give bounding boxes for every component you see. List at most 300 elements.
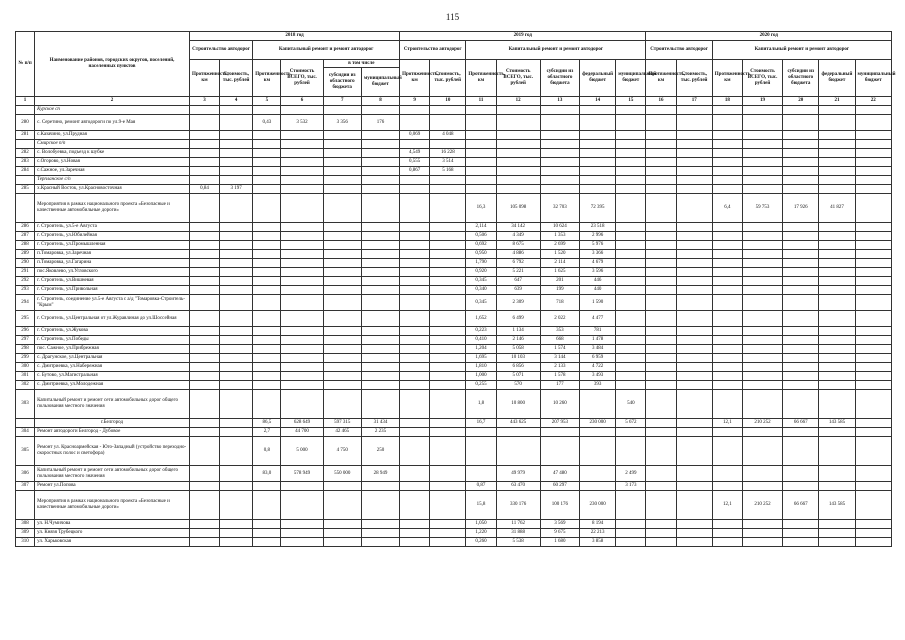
value-cell: 5 221 [496, 268, 540, 277]
value-cell: 1 625 [540, 268, 579, 277]
value-cell: 0,223 [466, 327, 496, 336]
value-cell [676, 140, 712, 149]
value-cell [819, 295, 855, 311]
value-cell [819, 482, 855, 491]
value-cell [676, 115, 712, 131]
value-cell [712, 106, 742, 115]
value-cell [616, 437, 646, 466]
table-row [16, 250, 892, 259]
value-cell [189, 167, 219, 176]
column-number: 14 [580, 97, 616, 106]
table-header [16, 32, 896, 106]
row-name: Ремонт ул.Попова [35, 482, 190, 491]
row-name: с. Волобуевка, подъезд к шубке [35, 149, 190, 158]
value-cell: 207 953 [540, 419, 579, 428]
value-cell [742, 327, 782, 336]
row-name: с. Дмитриевка, ул.Молодежная [35, 381, 190, 390]
value-cell [646, 176, 676, 185]
header-federal: федеральный бюджет [819, 60, 855, 97]
value-cell [783, 363, 819, 372]
value-cell: 2 146 [496, 336, 540, 345]
value-cell [676, 194, 712, 223]
value-cell: 1 680 [540, 538, 579, 547]
value-cell [361, 268, 399, 277]
table-row [16, 482, 892, 491]
value-cell [466, 176, 496, 185]
value-cell [220, 158, 253, 167]
value-cell [220, 250, 253, 259]
value-cell [430, 286, 466, 295]
table-row [16, 529, 892, 538]
value-cell [220, 520, 253, 529]
value-cell: 2 309 [496, 295, 540, 311]
value-cell [855, 336, 891, 345]
value-cell [855, 437, 891, 466]
value-cell [712, 241, 742, 250]
table-row [16, 286, 892, 295]
row-name: пос.Яковлево, ул.Угловского [35, 268, 190, 277]
value-cell [220, 327, 253, 336]
value-cell: 0,920 [466, 268, 496, 277]
value-cell: 6 792 [496, 259, 540, 268]
row-name: с.Огорово, ул.Новая [35, 158, 190, 167]
row-name: х.Красный Восток, ул.Красновосточная [35, 185, 190, 194]
value-cell [466, 106, 496, 115]
value-cell [616, 327, 646, 336]
value-cell [819, 232, 855, 241]
value-cell [616, 250, 646, 259]
value-cell [253, 529, 281, 538]
value-cell [616, 167, 646, 176]
value-cell: 16,3 [466, 194, 496, 223]
row-number: 289 [16, 250, 35, 259]
row-name: Смирское п/п [35, 140, 190, 149]
value-cell: 16,7 [466, 419, 496, 428]
value-cell [253, 354, 281, 363]
row-number: 291 [16, 268, 35, 277]
value-cell [466, 158, 496, 167]
value-cell [855, 140, 891, 149]
value-cell [281, 277, 323, 286]
row-number: 304 [16, 428, 35, 437]
value-cell [189, 176, 219, 185]
value-cell: 8 675 [496, 241, 540, 250]
value-cell [646, 158, 676, 167]
value-cell [676, 185, 712, 194]
value-cell [361, 336, 399, 345]
value-cell [400, 311, 430, 327]
value-cell [646, 327, 676, 336]
column-number: 21 [819, 97, 855, 106]
value-cell: 32 703 [540, 194, 579, 223]
row-name: Капитальный ремонт и ремонт сети автомобильных дорог общего пользования местного значения [35, 390, 190, 419]
value-cell: 0,255 [466, 381, 496, 390]
value-cell [819, 131, 855, 140]
value-cell [676, 336, 712, 345]
value-cell: 6 856 [496, 363, 540, 372]
value-cell [712, 185, 742, 194]
header-name: Наименование районов, городских округов, поселений, населенных пунктов [35, 32, 190, 97]
value-cell [712, 372, 742, 381]
value-cell [281, 345, 323, 354]
value-cell [676, 158, 712, 167]
value-cell [496, 131, 540, 140]
row-number: 296 [16, 327, 35, 336]
row-number: 297 [16, 336, 35, 345]
value-cell: 0,260 [466, 538, 496, 547]
value-cell: 143 585 [819, 419, 855, 428]
row-number: 307 [16, 482, 35, 491]
value-cell [616, 529, 646, 538]
row-number: 293 [16, 286, 35, 295]
value-cell [676, 259, 712, 268]
value-cell [400, 194, 430, 223]
value-cell [189, 419, 219, 428]
value-cell [323, 529, 361, 538]
value-cell [281, 327, 323, 336]
value-cell [819, 372, 855, 381]
row-number: 308 [16, 520, 35, 529]
table-row [16, 381, 892, 390]
value-cell: 0,410 [466, 336, 496, 345]
header-construction-2020: Строительство автодорог [646, 41, 712, 60]
value-cell [281, 158, 323, 167]
value-cell [855, 529, 891, 538]
header-length: Протяженность, км [712, 60, 742, 97]
value-cell: 0,867 [400, 167, 430, 176]
value-cell [616, 345, 646, 354]
value-cell [189, 223, 219, 232]
value-cell [400, 466, 430, 482]
header-year-2018: 2018 год [189, 32, 399, 41]
value-cell [400, 176, 430, 185]
value-cell [361, 277, 399, 286]
value-cell [281, 259, 323, 268]
row-number: 294 [16, 295, 35, 311]
value-cell: 2 996 [580, 232, 616, 241]
value-cell: 639 [496, 286, 540, 295]
header-capital-repair-2018: Капитальный ремонт и ремонт автодорог [253, 41, 400, 60]
value-cell [819, 185, 855, 194]
row-number: 301 [16, 372, 35, 381]
row-name: Ремонт автодороги Белгород - Дубовое [35, 428, 190, 437]
row-number [16, 140, 35, 149]
value-cell [253, 390, 281, 419]
row-name: г. Строитель, ул.Привольная [35, 286, 190, 295]
value-cell [742, 295, 782, 311]
column-number: 9 [400, 97, 430, 106]
value-cell [855, 232, 891, 241]
value-cell: 10 800 [496, 390, 540, 419]
value-cell [281, 520, 323, 529]
value-cell [742, 167, 782, 176]
value-cell [646, 428, 676, 437]
value-cell [646, 345, 676, 354]
value-cell [646, 185, 676, 194]
row-number [16, 194, 35, 223]
value-cell [676, 167, 712, 176]
value-cell: 72 395 [580, 194, 616, 223]
value-cell [646, 482, 676, 491]
value-cell [646, 286, 676, 295]
value-cell [361, 250, 399, 259]
value-cell [496, 176, 540, 185]
value-cell [783, 327, 819, 336]
value-cell [400, 336, 430, 345]
value-cell [323, 158, 361, 167]
value-cell [783, 185, 819, 194]
header-length: Протяженность, км [466, 60, 496, 97]
table-row [16, 372, 892, 381]
header-length: Протяженность, км [646, 60, 676, 97]
value-cell [430, 428, 466, 437]
value-cell: 3 173 [616, 482, 646, 491]
value-cell: 10 260 [540, 390, 579, 419]
table-row [16, 232, 892, 241]
value-cell [783, 466, 819, 482]
value-cell [580, 167, 616, 176]
value-cell [712, 529, 742, 538]
value-cell: 6 499 [496, 311, 540, 327]
value-cell [430, 185, 466, 194]
value-cell [430, 176, 466, 185]
value-cell [580, 176, 616, 185]
value-cell [616, 268, 646, 277]
row-number: 281 [16, 131, 35, 140]
value-cell [323, 167, 361, 176]
value-cell [742, 223, 782, 232]
value-cell [819, 345, 855, 354]
value-cell: 66 667 [783, 491, 819, 520]
row-name: г. Строитель, ул.Промышленная [35, 241, 190, 250]
value-cell [430, 259, 466, 268]
value-cell [496, 149, 540, 158]
value-cell [580, 466, 616, 482]
value-cell [646, 250, 676, 259]
value-cell [742, 277, 782, 286]
value-cell: 4 750 [323, 437, 361, 466]
value-cell [430, 372, 466, 381]
value-cell [646, 167, 676, 176]
value-cell: 8 194 [580, 520, 616, 529]
value-cell [361, 167, 399, 176]
value-cell [253, 327, 281, 336]
value-cell [323, 363, 361, 372]
value-cell [819, 529, 855, 538]
value-cell [646, 241, 676, 250]
table-row [16, 345, 892, 354]
value-cell [819, 223, 855, 232]
value-cell [281, 311, 323, 327]
value-cell: 0,345 [466, 295, 496, 311]
row-number: 302 [16, 381, 35, 390]
value-cell [220, 428, 253, 437]
value-cell [400, 354, 430, 363]
value-cell [323, 372, 361, 381]
value-cell: 41 827 [819, 194, 855, 223]
value-cell: 1 590 [580, 295, 616, 311]
value-cell [253, 491, 281, 520]
row-name: г. Строитель, ул.Жукова [35, 327, 190, 336]
value-cell [616, 176, 646, 185]
value-cell [323, 286, 361, 295]
value-cell [253, 232, 281, 241]
value-cell [400, 115, 430, 131]
value-cell [855, 354, 891, 363]
value-cell [220, 482, 253, 491]
value-cell [281, 250, 323, 259]
value-cell [430, 223, 466, 232]
value-cell: 42 465 [323, 428, 361, 437]
value-cell: 2 133 [540, 363, 579, 372]
value-cell [580, 390, 616, 419]
value-cell [676, 466, 712, 482]
value-cell [220, 194, 253, 223]
table-row [16, 327, 892, 336]
header-length: Протяженность, км [253, 60, 281, 97]
value-cell [430, 491, 466, 520]
row-name: г. Строитель, соединение ул.5-е Августа с а/д "Томаровка-Строитель- "Крым" [35, 295, 190, 311]
value-cell [646, 491, 676, 520]
value-cell [646, 354, 676, 363]
column-number-row [16, 97, 892, 106]
value-cell [742, 390, 782, 419]
row-number: 310 [16, 538, 35, 547]
value-cell: 3 596 [580, 268, 616, 277]
value-cell [189, 259, 219, 268]
value-cell [361, 131, 399, 140]
value-cell [742, 363, 782, 372]
value-cell [400, 491, 430, 520]
value-cell: 1 478 [580, 336, 616, 345]
value-cell [855, 167, 891, 176]
value-cell [676, 223, 712, 232]
value-cell [712, 363, 742, 372]
value-cell [496, 158, 540, 167]
value-cell [189, 131, 219, 140]
table-row [16, 115, 892, 131]
column-number: 20 [783, 97, 819, 106]
value-cell: 31 888 [496, 529, 540, 538]
column-number: 8 [361, 97, 399, 106]
value-cell [783, 167, 819, 176]
row-name: Мероприятия в рамках национального проекта «Безопасные и качественные автомобильные дороги» [35, 194, 190, 223]
road-works-table [15, 31, 896, 547]
row-name: г. Строитель, ул.Юбилейная [35, 232, 190, 241]
value-cell: 3 514 [430, 158, 466, 167]
value-cell: 3 144 [540, 354, 579, 363]
value-cell [430, 311, 466, 327]
value-cell [361, 372, 399, 381]
value-cell: 2 499 [616, 466, 646, 482]
value-cell [323, 277, 361, 286]
column-number: 5 [253, 97, 281, 106]
value-cell: 1 353 [540, 232, 579, 241]
value-cell [430, 115, 466, 131]
value-cell [400, 419, 430, 428]
value-cell [189, 491, 219, 520]
value-cell [855, 390, 891, 419]
value-cell [361, 311, 399, 327]
section-row [16, 176, 892, 185]
value-cell: 1,050 [466, 520, 496, 529]
header-capital-repair-2020: Капитальный ремонт и ремонт автодорог [712, 41, 891, 60]
row-name: ул. Харьковская [35, 538, 190, 547]
value-cell [253, 538, 281, 547]
value-cell [281, 149, 323, 158]
value-cell [616, 106, 646, 115]
value-cell [712, 223, 742, 232]
value-cell [742, 520, 782, 529]
value-cell [616, 381, 646, 390]
value-cell [281, 529, 323, 538]
value-cell [220, 311, 253, 327]
value-cell [855, 520, 891, 529]
value-cell [676, 428, 712, 437]
value-cell [712, 336, 742, 345]
value-cell: 5 000 [281, 437, 323, 466]
value-cell [855, 372, 891, 381]
row-number: 285 [16, 185, 35, 194]
value-cell [855, 466, 891, 482]
value-cell [646, 437, 676, 466]
value-cell: 100 176 [540, 491, 579, 520]
value-cell [742, 354, 782, 363]
value-cell [580, 482, 616, 491]
row-number: 286 [16, 223, 35, 232]
value-cell [253, 482, 281, 491]
table-row [16, 390, 892, 419]
value-cell [361, 176, 399, 185]
value-cell [323, 538, 361, 547]
value-cell: 34 142 [496, 223, 540, 232]
value-cell [323, 176, 361, 185]
value-cell [253, 381, 281, 390]
value-cell: 230 000 [580, 491, 616, 520]
value-cell: 49 979 [496, 466, 540, 482]
value-cell [580, 131, 616, 140]
value-cell [616, 241, 646, 250]
value-cell: 22 213 [580, 529, 616, 538]
value-cell [819, 259, 855, 268]
value-cell [253, 167, 281, 176]
value-cell [646, 268, 676, 277]
value-cell [676, 538, 712, 547]
city-total-row [16, 419, 892, 428]
value-cell [540, 167, 579, 176]
value-cell: 105 098 [496, 194, 540, 223]
value-cell: 3 569 [540, 520, 579, 529]
row-name: с. Бутово, ул.Магистральная [35, 372, 190, 381]
header-cost-total: Стоимость ВСЕГО, тыс. рублей [742, 60, 782, 97]
value-cell [189, 149, 219, 158]
section-row [16, 140, 892, 149]
value-cell [712, 115, 742, 131]
row-number [16, 419, 35, 428]
table-row [16, 241, 892, 250]
value-cell: 44 700 [281, 428, 323, 437]
value-cell: 5 058 [496, 345, 540, 354]
value-cell [855, 250, 891, 259]
value-cell [646, 466, 676, 482]
value-cell: 12,1 [712, 419, 742, 428]
value-cell [400, 381, 430, 390]
value-cell [616, 372, 646, 381]
value-cell [189, 232, 219, 241]
value-cell [430, 232, 466, 241]
table-body [16, 106, 892, 547]
value-cell: 86,5 [253, 419, 281, 428]
